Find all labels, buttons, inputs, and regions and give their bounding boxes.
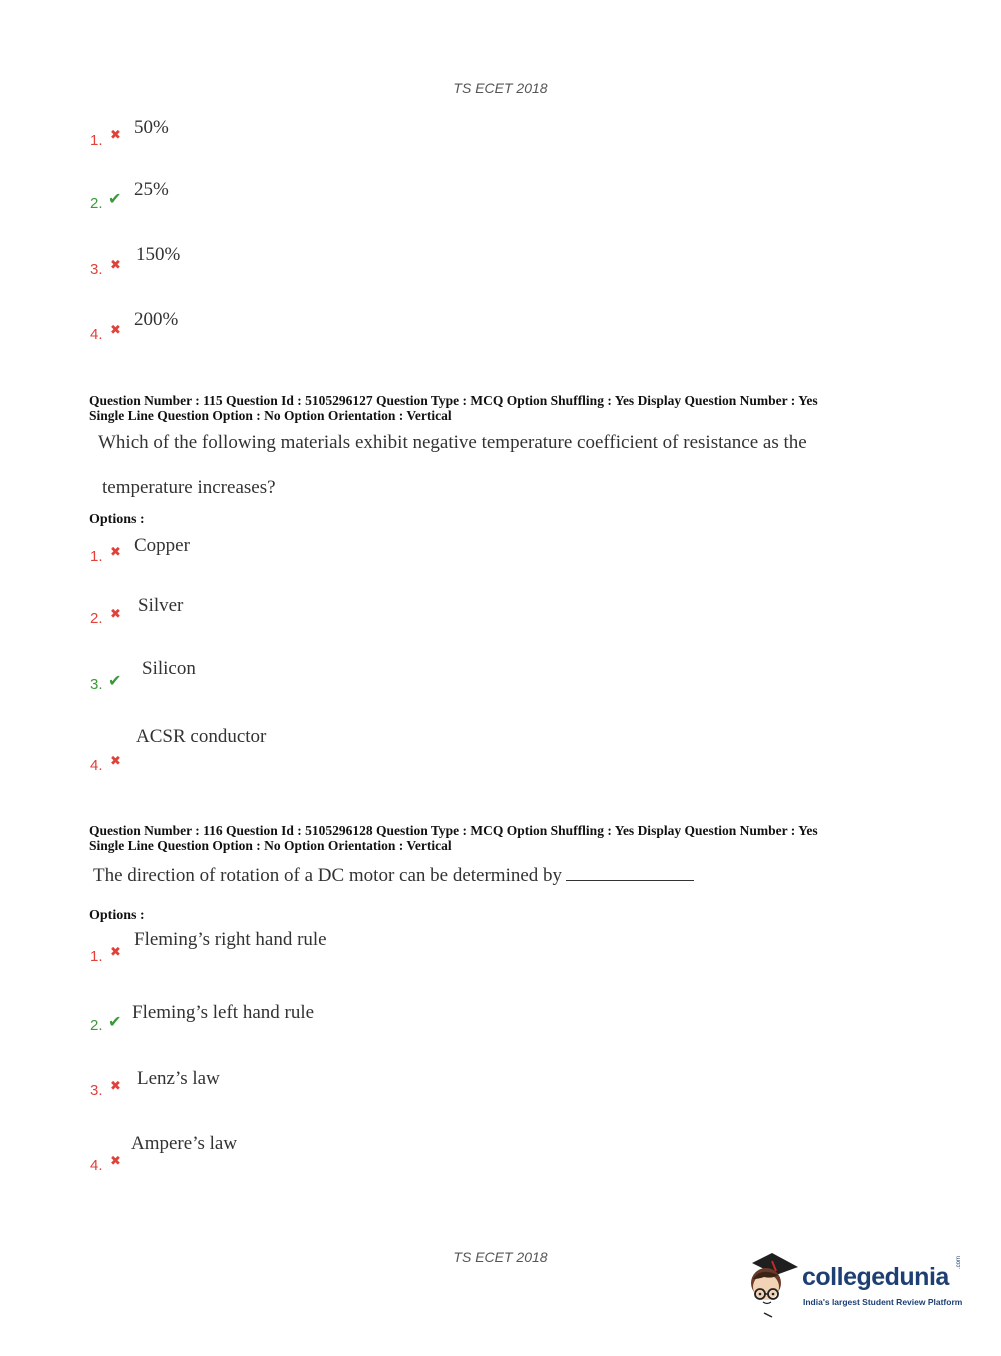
- check-icon: ✔: [108, 1012, 122, 1031]
- option-text: 50%: [134, 117, 169, 138]
- option-text: ACSR conductor: [136, 726, 267, 747]
- option-number: 4.: [90, 1157, 103, 1174]
- brand-tagline: India's largest Student Review Platform: [803, 1297, 963, 1307]
- option-text: Ampere’s law: [131, 1133, 238, 1154]
- option-number: 2.: [90, 610, 103, 627]
- option-text: Fleming’s right hand rule: [134, 929, 327, 950]
- collegedunia-logo: [742, 1249, 972, 1319]
- option-number: 1.: [90, 948, 103, 965]
- cross-icon: ✖: [110, 945, 121, 960]
- question-meta: [89, 393, 818, 423]
- question-meta: [89, 823, 818, 853]
- cross-icon: ✖: [110, 754, 121, 769]
- question-meta-line: Single Line Question Option : No Option Orientation : Vertical: [89, 838, 452, 853]
- option-text: Fleming’s left hand rule: [132, 1002, 315, 1023]
- question-meta-line: Question Number : 115 Question Id : 5105296127 Question Type : MCQ Option Shuffling : Yes Display Question Number : Yes: [89, 393, 818, 408]
- option-number: 4.: [90, 326, 103, 343]
- check-icon: ✔: [108, 671, 122, 690]
- mascot-icon: [742, 1249, 802, 1319]
- answer-blank: [566, 864, 694, 881]
- question-text: [93, 864, 694, 887]
- cross-icon: ✖: [110, 128, 121, 143]
- cross-icon: ✖: [110, 545, 121, 560]
- question-meta-line: Question Number : 116 Question Id : 5105296128 Question Type : MCQ Option Shuffling : Yes Display Question Number : Yes: [89, 823, 818, 838]
- option-number: 2.: [90, 195, 103, 212]
- option-number: 1.: [90, 548, 103, 565]
- option-number: 3.: [90, 676, 103, 693]
- option-text: Silicon: [142, 658, 196, 679]
- option-text: 25%: [134, 179, 169, 200]
- cross-icon: ✖: [110, 258, 121, 273]
- option-number: 4.: [90, 757, 103, 774]
- options-label: Options :: [89, 908, 145, 923]
- page-header: TS ECET 2018: [453, 80, 548, 96]
- options-label: Options :: [89, 512, 145, 527]
- cross-icon: ✖: [110, 1154, 121, 1169]
- question-text: temperature increases?: [102, 477, 276, 498]
- question-meta-line: Single Line Question Option : No Option Orientation : Vertical: [89, 408, 452, 423]
- question-text: Which of the following materials exhibit negative temperature coefficient of resistance as the: [98, 432, 807, 453]
- option-number: 3.: [90, 1082, 103, 1099]
- brand-name: collegedunia: [802, 1263, 949, 1291]
- option-text: Copper: [134, 535, 190, 556]
- cross-icon: ✖: [110, 607, 121, 622]
- option-text: 150%: [136, 244, 181, 265]
- option-number: 1.: [90, 132, 103, 149]
- option-text: Silver: [138, 595, 184, 616]
- cross-icon: ✖: [110, 323, 121, 338]
- option-text: Lenz’s law: [137, 1068, 220, 1089]
- check-icon: ✔: [108, 189, 122, 208]
- page-footer: TS ECET 2018: [453, 1249, 548, 1265]
- brand-suffix: .com: [956, 1255, 962, 1269]
- option-text: 200%: [134, 309, 179, 330]
- cross-icon: ✖: [110, 1079, 121, 1094]
- option-number: 2.: [90, 1017, 103, 1034]
- question-text-content: The direction of rotation of a DC motor can be determined by: [93, 865, 563, 886]
- option-number: 3.: [90, 261, 103, 278]
